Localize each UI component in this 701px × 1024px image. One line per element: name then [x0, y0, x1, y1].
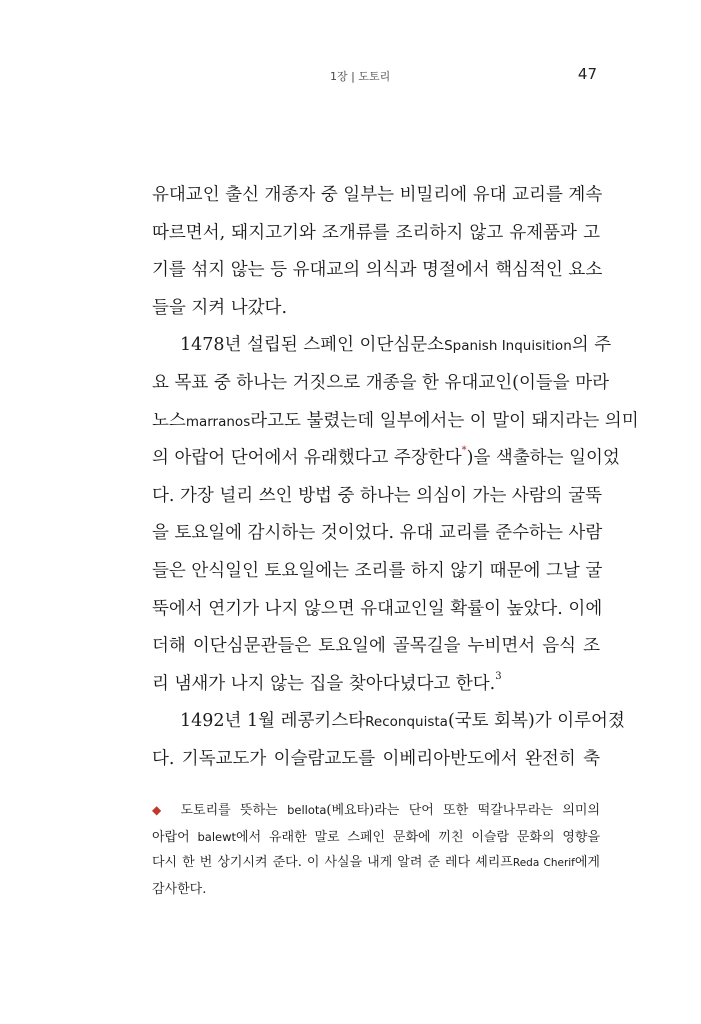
footnote-text: 에게 [574, 855, 600, 870]
body-line [152, 403, 639, 441]
latin-term: Reconquista [365, 714, 448, 731]
body-text [152, 177, 639, 779]
body-line: 들을 지켜 나갔다. [152, 297, 288, 318]
footnote-line [152, 824, 600, 851]
page-number: 47 [577, 65, 597, 83]
footnote-text: 아랍어 [152, 829, 198, 845]
latin-term: bellota [287, 803, 327, 817]
body-text-span: 1478년 설립된 스페인 이단심문소 [180, 335, 445, 356]
body-line: 다. 가장 널리 쓰인 방법 중 하나는 의심이 가는 사람의 굴뚝 [152, 485, 603, 506]
body-line [152, 440, 620, 478]
body-text-span: (국토 회복)가 이루어졌 [447, 711, 625, 732]
body-text-span: 1492년 1월 레콩키스타 [180, 711, 366, 732]
body-line: 따르면서, 돼지고기와 조개류를 조리하지 않고 유제품과 고 [152, 222, 600, 243]
footnote-line: 감사한다. [152, 881, 207, 897]
footnote-text: 다시 한 번 상기시켜 준다. 이 사실을 내게 알려 준 레다 셰리프 [152, 855, 513, 870]
footnote [152, 797, 600, 903]
latin-term: marranos [185, 413, 251, 430]
body-line [152, 666, 600, 704]
body-line: 뚝에서 연기가 나지 않으면 유대교인일 확률이 높았다. 이에 [152, 598, 603, 619]
body-text-span: 노스 [152, 410, 186, 431]
footnote-marker-icon: ◆ [152, 803, 167, 817]
body-line: 유대교인 출신 개종자 중 일부는 비밀리에 유대 교리를 계속 [152, 185, 603, 205]
body-line: 더해 이단심문관들은 토요일에 골목길을 누비면서 음식 조 [152, 636, 600, 657]
running-head: 1장 | 도토리 [330, 70, 391, 83]
body-line: 다. 기독교도가 이슬람교도를 이베리아반도에서 완전히 축 [152, 748, 600, 769]
body-line: 기를 섞지 않는 등 유대교의 의식과 명절에서 핵심적인 요소 [152, 260, 603, 281]
endnote-number: 3 [495, 670, 502, 682]
body-line: 을 토요일에 감시하는 것이었다. 유대 교리를 준수하는 사람 [152, 523, 603, 544]
latin-term: Spanish Inquisition [444, 338, 572, 355]
footnote-text: 도토리를 뜻하는 [180, 803, 288, 818]
footnote-line [152, 797, 600, 824]
body-line [152, 703, 625, 741]
body-text-span: 의 아랍어 단어에서 유래했다고 주장한다 [152, 448, 462, 469]
latin-term: balewt [197, 829, 237, 844]
footnote-line [152, 850, 600, 877]
footnote-reference-mark: * [461, 445, 467, 457]
footnote-text: (베요타)라는 단어 또한 떡갈나무라는 의미의 [326, 803, 601, 818]
body-text-span: 의 주 [571, 335, 612, 356]
body-line: 들은 안식일인 토요일에는 조리를 하지 않기 때문에 그날 굴 [152, 560, 603, 581]
footnote-text: 에서 유래한 말로 스페인 문화에 끼친 이슬람 문화의 영향을 [236, 829, 600, 845]
body-line: 요 목표 중 하나는 거짓으로 개종을 한 유대교인(이들을 마라 [152, 372, 610, 393]
latin-term: Reda Cherif [512, 857, 575, 869]
body-line [152, 327, 612, 365]
page-header [0, 65, 701, 88]
body-text-span: )을 색출하는 일이었 [466, 448, 620, 469]
body-text-span: 라고도 불렸는데 일부에서는 이 말이 돼지라는 의미 [250, 410, 639, 431]
body-text-span: 리 냄새가 나지 않는 집을 찾아다녔다고 한다. [152, 673, 496, 694]
